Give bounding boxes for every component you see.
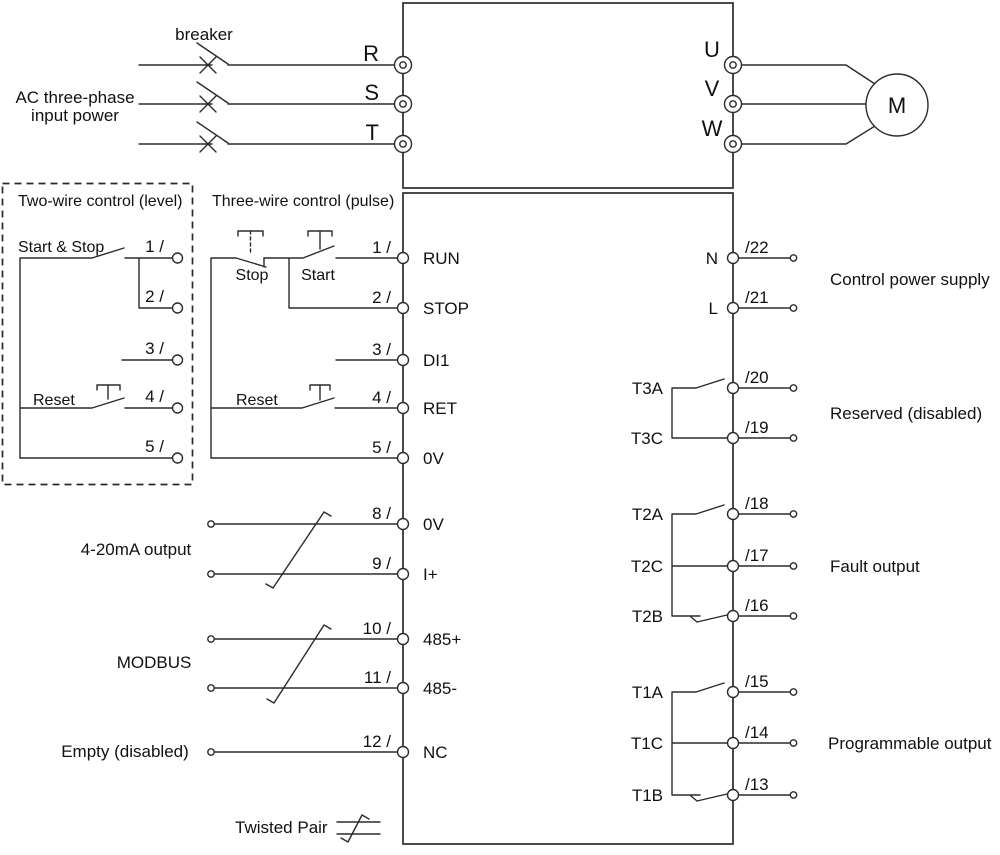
terminal-16 <box>728 611 739 622</box>
three-wire-control-circuit <box>211 231 398 458</box>
two-wire-terminal-3 <box>173 355 183 365</box>
terminal-name: T3C <box>630 429 663 448</box>
terminal-13 <box>728 790 739 801</box>
terminal-name: T1C <box>630 734 663 753</box>
terminal-name: 485- <box>423 679 458 698</box>
terminal-name: DI1 <box>423 351 450 370</box>
start-stop-label: Start & Stop <box>18 239 105 256</box>
phase-r-label: R <box>363 41 379 66</box>
terminal-name: T2A <box>631 505 663 524</box>
terminal-run <box>398 253 409 264</box>
terminal-name: T3A <box>631 379 663 398</box>
phase-t-label: T <box>365 120 379 145</box>
two-wire-terminal-4 <box>173 403 183 413</box>
analog-output-label: 4-20mA output <box>80 540 192 559</box>
terminal-name: N <box>705 249 718 268</box>
terminal-name: I+ <box>423 565 438 584</box>
terminal-num: /15 <box>745 672 769 691</box>
terminal-num: 5 / <box>372 438 391 457</box>
terminal-17 <box>728 561 739 572</box>
terminal-name: RET <box>423 399 457 418</box>
control-unit-box <box>403 193 733 844</box>
twisted-pair-mark <box>267 625 331 703</box>
two-wire-num-5: 5 / <box>145 437 164 456</box>
two-wire-num-2: 2 / <box>145 287 164 306</box>
ac-input-label-line2: input power <box>31 106 119 125</box>
terminal-num: /20 <box>745 368 769 387</box>
output-w-label: W <box>701 116 723 141</box>
two-wire-terminal-1 <box>173 253 183 263</box>
terminal-l <box>728 303 739 314</box>
reserved-label: Reserved (disabled) <box>830 404 983 423</box>
motor-label: M <box>887 93 907 118</box>
terminal-14 <box>728 738 739 749</box>
terminal-num: 2 / <box>372 288 391 307</box>
stop-button-label: Stop <box>235 267 269 284</box>
terminal-name: RUN <box>423 249 460 268</box>
ac-input-label-line1: AC three-phase <box>15 88 135 107</box>
terminal-name: T1A <box>631 683 663 702</box>
start-button-label: Start <box>301 267 335 284</box>
two-wire-num-3: 3 / <box>145 339 164 358</box>
terminal-ret <box>398 403 409 414</box>
twisted-pair-label: Twisted Pair <box>235 818 328 837</box>
terminal-name: T2C <box>630 557 663 576</box>
terminal-19 <box>728 433 739 444</box>
programmable-output-label: Programmable output <box>828 734 992 753</box>
control-power-supply-label: Control power supply <box>830 270 990 289</box>
terminal-n <box>728 253 739 264</box>
terminal-di1 <box>398 355 409 366</box>
terminal-20 <box>728 383 739 394</box>
terminal-num: 4 / <box>372 388 391 407</box>
terminal-num: 9 / <box>372 554 391 573</box>
terminal-name: T2B <box>631 607 663 626</box>
terminal-stop <box>398 303 409 314</box>
modbus-label: MODBUS <box>116 653 192 672</box>
terminal-num: /17 <box>745 546 769 565</box>
terminal-num: /14 <box>745 723 769 742</box>
terminal-num: /16 <box>745 596 769 615</box>
terminal-num: 11 / <box>363 668 391 687</box>
terminal-18 <box>728 509 739 520</box>
power-unit-box <box>403 3 733 188</box>
terminal-num: 8 / <box>372 504 391 523</box>
phase-s-label: S <box>364 80 379 105</box>
breaker-label: breaker <box>175 25 233 44</box>
terminal-nc <box>398 747 409 758</box>
two-wire-terminal-2 <box>173 303 183 313</box>
empty-label: Empty (disabled) <box>61 742 189 761</box>
terminal-15 <box>728 687 739 698</box>
two-wire-num-1: 1 / <box>145 237 164 256</box>
terminal-0v <box>398 453 409 464</box>
output-u-label: U <box>704 37 720 62</box>
fault-output-label: Fault output <box>830 557 920 576</box>
terminal-num: /21 <box>745 288 769 307</box>
twisted-pair-legend-symbol <box>337 815 380 842</box>
terminal-num: /13 <box>745 775 769 794</box>
two-wire-control-box <box>3 184 193 485</box>
two-wire-reset-label: Reset <box>33 392 75 409</box>
three-wire-reset-label: Reset <box>236 392 278 409</box>
two-wire-terminal-5 <box>173 453 183 463</box>
terminal-num: 3 / <box>372 340 391 359</box>
two-wire-num-4: 4 / <box>145 387 164 406</box>
analog-output-wiring <box>208 512 398 588</box>
terminal-name: 0V <box>423 515 444 534</box>
terminal-0v-analog <box>398 519 409 530</box>
two-wire-title: Two-wire control (level) <box>18 193 183 210</box>
terminal-name: 0V <box>423 449 444 468</box>
terminal-485plus <box>398 634 409 645</box>
terminal-num: 10 / <box>362 619 391 638</box>
output-v-label: V <box>704 76 720 101</box>
terminal-485minus <box>398 683 409 694</box>
terminal-num: /19 <box>745 418 769 437</box>
terminal-name: L <box>708 299 718 318</box>
terminal-name: STOP <box>423 299 469 318</box>
terminal-name: NC <box>423 743 448 762</box>
terminal-num: /18 <box>745 494 769 513</box>
three-wire-title: Three-wire control (pulse) <box>212 193 395 210</box>
terminal-name: T1B <box>631 786 663 805</box>
terminal-num: 1 / <box>372 238 391 257</box>
terminal-num: /22 <box>745 238 769 257</box>
terminal-iplus <box>398 569 409 580</box>
terminal-name: 485+ <box>423 630 462 649</box>
terminal-num: 12 / <box>362 732 391 751</box>
